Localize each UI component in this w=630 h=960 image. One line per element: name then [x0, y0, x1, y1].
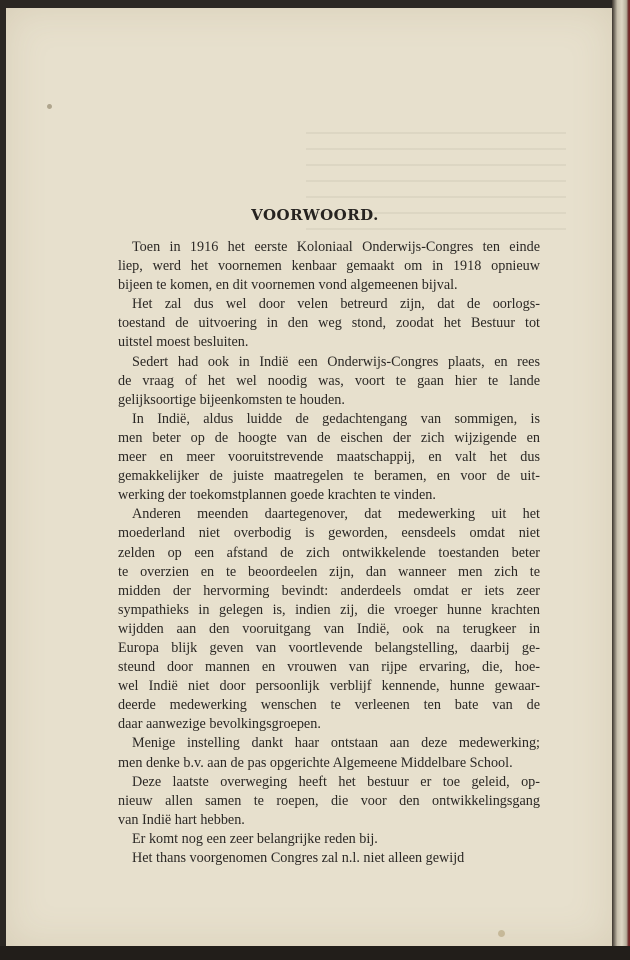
text-line: midden der hervorming bevindt: anderdeels omdat er iets zeer — [118, 582, 540, 599]
text-line: steund door mannen en vrouwen van rijpe ervaring, die, hoe- — [118, 659, 540, 676]
text-line: toestand de uitvoering in den weg stond, zoodat het Bestuur tot — [118, 315, 540, 332]
paragraph — [118, 734, 540, 772]
text-line: deerde medewerking wenschen te verleenen ten bate van de — [118, 697, 540, 714]
paragraph — [118, 410, 540, 505]
text-line: te overzien en te beoordeelen zijn, dan wanneer men zich te — [118, 563, 540, 580]
text-line: In Indië, aldus luidde de gedachtengang van sommigen, is — [132, 410, 540, 427]
text-line: daar aanwezige bevolkingsgroepen. — [118, 716, 321, 733]
book-spine — [612, 0, 630, 960]
text-line: moederland niet overbodig is geworden, eensdeels omdat niet — [118, 525, 540, 542]
text-line: Het zal dus wel door velen betreurd zijn, dat de oorlogs- — [132, 296, 540, 313]
text-line: Toen in 1916 het eerste Koloniaal Onderwijs-Congres ten einde — [132, 239, 540, 255]
paragraph — [118, 238, 540, 295]
text-line: Er komt nog een zeer belangrijke reden bij. — [132, 830, 378, 847]
text-line: liep, werd het voornemen kenbaar gemaakt om in 1918 opnieuw — [118, 258, 540, 275]
text-line: Menige instelling dankt haar ontstaan aan deze medewerking; — [132, 735, 540, 752]
paragraph — [118, 295, 540, 352]
page-title: VOORWOORD. — [251, 206, 379, 224]
text-line: Sedert had ook in Indië een Onderwijs-Congres plaats, en rees — [132, 353, 540, 370]
text-line: meer en meer vooruitstrevende maatschappij, en valt het dus — [118, 449, 540, 466]
text-line: sympathieks in gelegen is, indien zij, die vroeger hunne krachten — [118, 601, 540, 618]
text-line: van Indië hart hebben. — [118, 811, 245, 828]
scan-border — [0, 946, 630, 960]
text-line: gelijksoortige bijeenkomsten te houden. — [118, 391, 345, 408]
text-line: Deze laatste overweging heeft het bestuur er toe geleid, op- — [132, 773, 540, 790]
text-line: gemakkelijker de juiste maatregelen te beramen, en voor de uit- — [118, 468, 540, 485]
paragraph — [118, 505, 540, 734]
paragraph — [118, 849, 540, 868]
text-line: men beter op de hoogte van de eischen der zich wijzigende en — [118, 429, 540, 446]
paper-speck — [498, 930, 505, 937]
paragraph — [118, 353, 540, 410]
paragraph — [118, 773, 540, 830]
text-line: Europa blijk geven van voortlevende belangstelling, daarbij ge- — [118, 639, 540, 656]
text-line: uitstel moest besluiten. — [118, 334, 249, 351]
paper-speck — [47, 104, 52, 109]
text-line: zelden op een afstand de zich ontwikkelende toestanden beter — [118, 544, 540, 561]
body-text — [118, 238, 540, 868]
text-line: werking der toekomstplannen goede krachten te vinden. — [118, 487, 436, 504]
text-line: Anderen meenden daartegenover, dat medewerking uit het — [132, 506, 540, 523]
paragraph — [118, 830, 540, 849]
text-line: de vraag of het wel noodig was, voort te gaan hier te lande — [118, 372, 540, 389]
text-line: Het thans voorgenomen Congres zal n.l. niet alleen gewijd — [132, 850, 465, 866]
text-line: nieuw allen samen te roepen, die voor den ontwikkelingsgang — [118, 792, 540, 809]
text-line: wel Indië niet door persoonlijk verblijf kennende, hunne gewaar- — [118, 678, 540, 695]
text-line: bijeen te komen, en dit voornemen vond algemeenen bijval. — [118, 277, 458, 294]
text-line: men denke b.v. aan de pas opgerichte Algemeene Middelbare School. — [118, 754, 513, 771]
text-line: wijdden aan den vooruitgang van Indië, ook na terugkeer in — [118, 620, 540, 637]
